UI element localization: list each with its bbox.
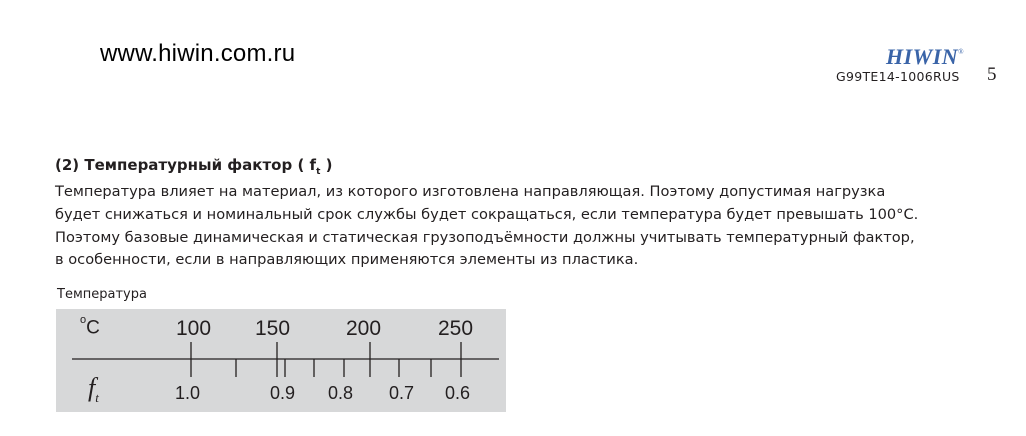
celsius-unit [80,314,100,339]
page-number: 5 [987,64,997,85]
factor-letter: f [88,373,96,402]
document-code: G99TE14-1006RUS [836,69,960,84]
factor-label: 0.9 [270,383,296,403]
paragraph-line: Температура влияет на материал, из которого изготовлена направляющая. Поэтому допустимая нагрузка [55,183,886,200]
temperature-label: 200 [346,317,382,340]
website-url[interactable]: www.hiwin.com.ru [100,40,296,67]
factor-subscript: t [95,390,99,406]
temperature-label: 150 [255,317,291,340]
factor-label: 0.6 [445,383,471,403]
temperature-label: 100 [176,317,212,340]
paragraph-line: в особенности, если в направляющих применяются элементы из пластика. [55,251,639,269]
factor-label: 1.0 [175,383,201,403]
paragraph-line: будет снижаться и номинальный срок службы будет сокращаться, если температура будет превышать 100°С. [55,205,919,223]
heading-text: (2) Температурный фактор ( f [55,156,317,174]
heading-close: ) [320,156,333,174]
hiwin-logo [886,44,964,70]
brand-text: HIWIN [886,44,959,69]
section-heading [55,156,332,177]
temperature-label: 250 [438,317,474,340]
celsius-letter: C [86,317,100,339]
factor-label: 0.8 [328,383,354,403]
factor-symbol [88,373,99,406]
registered-mark: ® [958,48,965,56]
heading-subscript: t [316,167,321,177]
degree-mark: o [80,314,87,326]
paragraph-line: Поэтому базовые динамическая и статическая грузоподъёмности должны учитывать температурный фактор, [55,228,915,246]
scale-caption: Температура [57,287,147,302]
section-paragraph [55,181,955,272]
factor-label: 0.7 [389,383,415,403]
temperature-factor-scale [56,309,506,412]
